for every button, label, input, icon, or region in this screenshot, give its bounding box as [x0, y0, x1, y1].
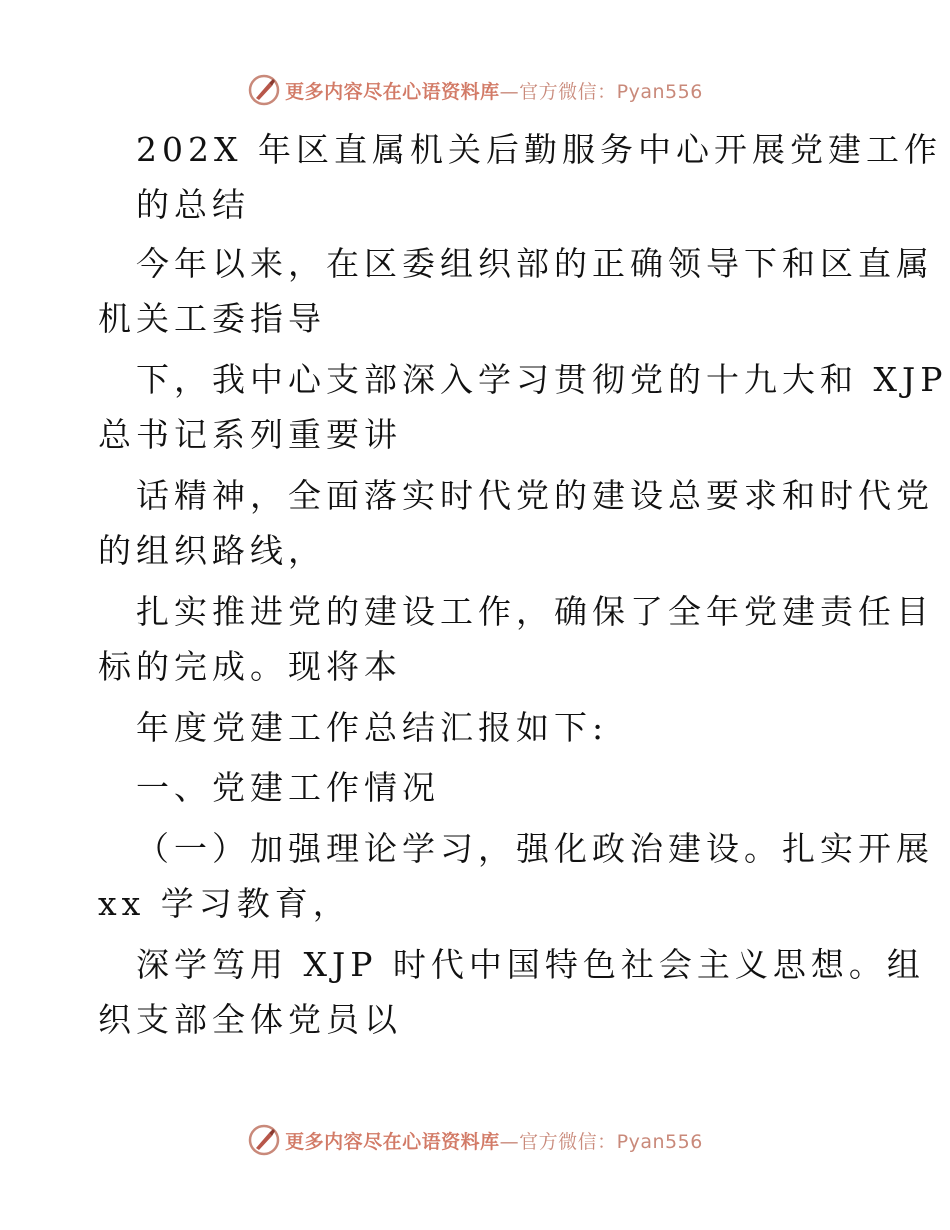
text-line: 话精神，全面落实时代党的建设总要求和时代党 — [136, 476, 934, 515]
pen-logo-icon — [247, 73, 281, 107]
text-line: 的组织路线， — [98, 531, 326, 570]
watermark-text: 更多内容尽在心语资料库—官方微信：Pyan556 — [285, 1130, 703, 1153]
section-heading: 一、党建工作情况 — [136, 768, 440, 807]
text-line: 扎实推进党的建设工作，确保了全年党建责任目 — [136, 592, 934, 631]
title-line-2: 的总结 — [136, 185, 250, 224]
text-line: 总书记系列重要讲 — [98, 415, 402, 454]
text-line: 年度党建工作总结汇报如下: — [136, 708, 609, 747]
text-line: xx 学习教育， — [98, 884, 351, 923]
subsection-heading: （一）加强理论学习，强化政治建设。扎实开展 — [136, 829, 934, 868]
header-watermark — [0, 70, 950, 110]
watermark-text: 更多内容尽在心语资料库—官方微信：Pyan556 — [285, 80, 703, 103]
text-line: 深学笃用 XJP 时代中国特色社会主义思想。组 — [136, 945, 925, 984]
text-line: 今年以来，在区委组织部的正确领导下和区直属 — [136, 244, 934, 283]
pen-logo-icon — [247, 1123, 281, 1157]
text-line: 织支部全体党员以 — [98, 1000, 402, 1039]
text-line: 标的完成。现将本 — [98, 647, 402, 686]
text-line: 机关工委指导 — [98, 299, 326, 338]
footer-watermark — [0, 1120, 950, 1160]
title-line-1: 202X 年区直属机关后勤服务中心开展党建工作 — [136, 130, 942, 169]
text-line: 下，我中心支部深入学习贯彻党的十九大和 XJP — [136, 360, 948, 399]
